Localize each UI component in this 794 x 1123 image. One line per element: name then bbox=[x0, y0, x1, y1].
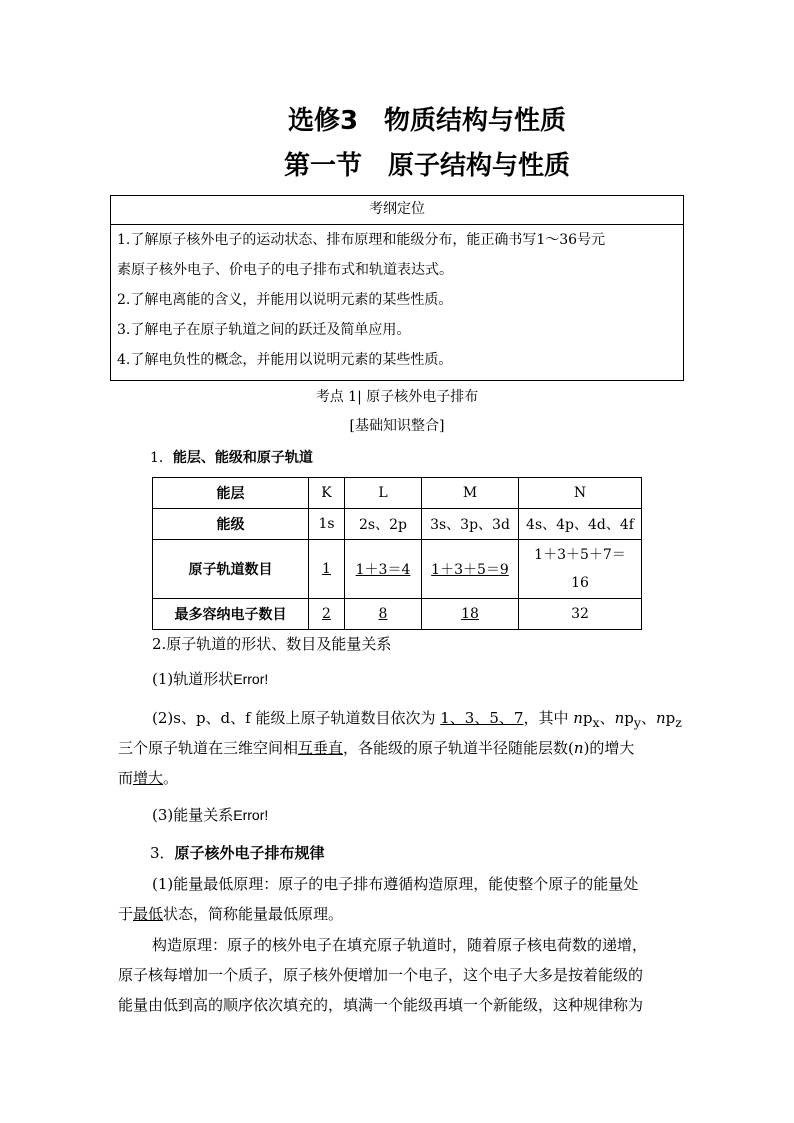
symbol-n: n bbox=[573, 739, 584, 757]
construction-line-2: 原子核每增加一个质子，原子核外便增加一个电子，这个电子大多是按着能级的 bbox=[118, 966, 644, 984]
subscript-y: y bbox=[633, 715, 641, 730]
section-1-title: 能层、能级和原子轨道 bbox=[172, 450, 313, 466]
answer: 8 bbox=[378, 606, 388, 622]
construction-line-3: 能量由低到高的顺序依次填充的，填满一个能级再填一个新能级，这种规律称为 bbox=[118, 996, 644, 1014]
table-cell bbox=[345, 540, 422, 599]
table-cell: N bbox=[519, 478, 642, 509]
answer: 1、3、5、7 bbox=[440, 709, 524, 727]
table-cell bbox=[309, 540, 345, 599]
table-row bbox=[153, 540, 642, 599]
symbol-n: n bbox=[614, 709, 625, 727]
shell-table bbox=[152, 477, 642, 630]
orbital-count-line-2 bbox=[118, 737, 634, 758]
text: )的增大 bbox=[583, 739, 635, 757]
row-header: 原子轨道数目 bbox=[153, 540, 309, 599]
orbital-shape-label: (1)轨道形状 bbox=[152, 670, 234, 688]
section-3-heading bbox=[150, 842, 325, 863]
text: 三个原子轨道在三维空间相 bbox=[118, 739, 299, 757]
text: 。 bbox=[163, 769, 179, 787]
row-header: 能层 bbox=[153, 478, 309, 509]
separator: 、 bbox=[599, 709, 615, 727]
text: (2)s、p、d、f 能级上原子轨道数目依次为 bbox=[152, 709, 436, 727]
orbital-count-line-3 bbox=[118, 767, 178, 788]
syllabus-line: 1.了解原子核外电子的运动状态、排布原理和能级分布，能正确书写1～36号元 bbox=[117, 232, 606, 248]
orbital-count-line-1 bbox=[152, 707, 682, 730]
energy-relation-line bbox=[152, 804, 268, 825]
table-cell bbox=[422, 540, 519, 599]
row-header: 最多容纳电子数目 bbox=[153, 599, 309, 630]
answer: 1＋3＝4 bbox=[355, 562, 411, 578]
symbol-p: p bbox=[582, 709, 593, 727]
chapter-title: 选修3 物质结构与性质 bbox=[287, 106, 567, 136]
answer-line: 16 bbox=[571, 575, 589, 591]
syllabus-heading: 考纲定位 bbox=[111, 196, 683, 225]
answer-line: 1＋3＋5＋7＝ bbox=[534, 547, 626, 563]
table-cell: 2s、2p bbox=[345, 509, 422, 540]
error-text: Error! bbox=[233, 807, 269, 823]
section-1-number: 1． bbox=[150, 450, 173, 466]
table-cell: M bbox=[422, 478, 519, 509]
orbital-shape-line bbox=[152, 668, 268, 689]
point-label: 考点 1| bbox=[315, 389, 362, 405]
table-cell: 4s、4p、4d、4f bbox=[519, 509, 642, 540]
separator: 、 bbox=[640, 709, 656, 727]
point-text: 原子核外电子排布 bbox=[366, 389, 479, 405]
section-title: 第一节 原子结构与性质 bbox=[283, 151, 570, 181]
energy-relation-label: (3)能量关系 bbox=[152, 806, 234, 824]
table-row bbox=[153, 478, 642, 509]
text: ，其中 bbox=[523, 709, 569, 727]
point-heading bbox=[0, 386, 794, 406]
text: ，各能级的原子轨道半径随能层数( bbox=[343, 739, 574, 757]
table-cell: 32 bbox=[519, 599, 642, 630]
text: 于 bbox=[118, 905, 134, 923]
table-row bbox=[153, 509, 642, 540]
answer: 18 bbox=[461, 606, 479, 622]
table-row bbox=[153, 599, 642, 630]
answer: 1 bbox=[322, 561, 331, 577]
symbol-n: n bbox=[655, 709, 666, 727]
table-cell bbox=[422, 599, 519, 630]
section-3-title: 原子核外电子排布规律 bbox=[174, 844, 325, 862]
aufbau-line-2 bbox=[118, 903, 343, 924]
error-text: Error! bbox=[233, 671, 269, 687]
answer: 互垂直 bbox=[298, 739, 344, 757]
answer: 2 bbox=[322, 606, 331, 622]
table-cell bbox=[345, 599, 422, 630]
syllabus-line: 素原子核外电子、价电子的电子排布式和轨道表达式。 bbox=[117, 262, 453, 278]
basic-heading: [基础知识整合] bbox=[349, 418, 445, 434]
text: 状态，简称能量最低原理。 bbox=[163, 905, 344, 923]
section-1-heading bbox=[150, 447, 313, 467]
syllabus-line: 2.了解电离能的含义，并能用以说明元素的某些性质。 bbox=[117, 292, 453, 308]
table-cell: L bbox=[345, 478, 422, 509]
table-cell: 3s、3p、3d bbox=[422, 509, 519, 540]
answer: 增大 bbox=[133, 769, 164, 787]
text: 而 bbox=[118, 769, 134, 787]
syllabus-line: 3.了解电子在原子轨道之间的跃迁及简单应用。 bbox=[117, 322, 411, 338]
subscript-z: z bbox=[675, 715, 682, 730]
answer: 最低 bbox=[133, 905, 164, 923]
symbol-p: p bbox=[665, 709, 676, 727]
aufbau-line-1: (1)能量最低原理：原子的电子排布遵循构造原理，能使整个原子的能量处 bbox=[152, 875, 639, 893]
row-header: 能级 bbox=[153, 509, 309, 540]
syllabus-line: 4.了解电负性的概念，并能用以说明元素的某些性质。 bbox=[117, 352, 453, 368]
section-2-heading: 2.原子轨道的形状、数目及能量关系 bbox=[152, 635, 392, 653]
section-3-number: 3． bbox=[150, 844, 175, 862]
symbol-p: p bbox=[624, 709, 634, 727]
symbol-n: n bbox=[573, 709, 583, 727]
table-cell bbox=[309, 599, 345, 630]
subscript-x: x bbox=[592, 715, 600, 730]
answer: 1＋3＋5＝9 bbox=[431, 562, 509, 578]
table-cell: K bbox=[309, 478, 345, 509]
construction-line-1: 构造原理：原子的核外电子在填充原子轨道时，随着原子核电荷数的递增， bbox=[152, 936, 648, 954]
table-cell bbox=[519, 540, 642, 599]
syllabus-box bbox=[110, 195, 684, 381]
table-cell: 1s bbox=[309, 509, 345, 540]
